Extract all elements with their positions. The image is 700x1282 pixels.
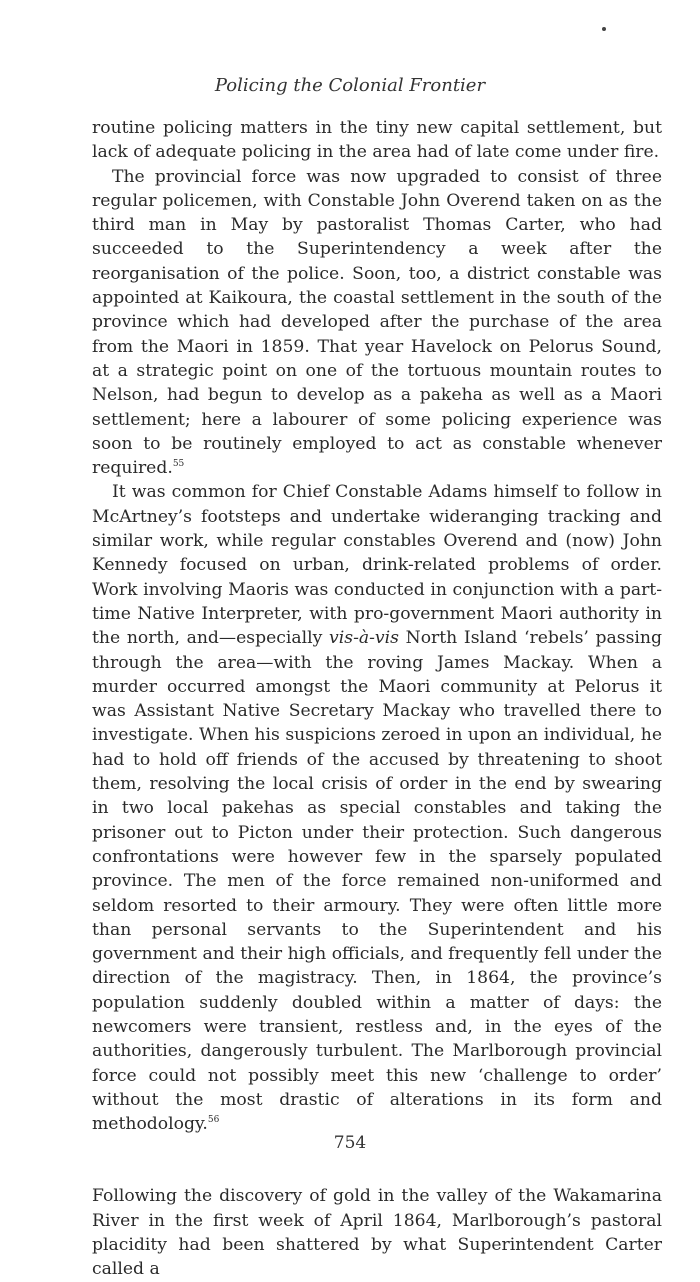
running-head: Policing the Colonial Frontier (214, 75, 486, 96)
body-text (92, 116, 662, 1282)
paragraph (92, 480, 662, 1136)
text-run: routine policing matters in the tiny new capital settlement, but lack of adequate policing in the area had of late come under fire. (92, 118, 662, 163)
text-run: The provincial force was now upgraded to consist of three regular policemen, with Constable John Overend taken on as the third man in May by pastoralist Thomas Carter, who had succeeded to the Superintendency a week after the reorganisation of the police. Soon, too, a district constable was appointed at Kaikoura, the coastal settlement in the south of the province which had developed after the purchase of the area from the Maori in 1859. That year Havelock on Pelorus Sound, at a strategic point on one of the tortuous mountain routes to Nelson, had begun to develop as a pakeha as well as a Maori settlement; here a labourer of some policing experience was soon to be routinely employed to act as constable whenever required. (92, 166, 662, 479)
text-run: Following the discovery of gold in the valley of the Wakamarina River in the first week of April 1864, Marlborough’s pastoral placidity had been shattered by what Superintendent Carter called a (92, 1186, 662, 1280)
footnote-ref: 56 (207, 1115, 220, 1126)
footnote-ref: 55 (172, 459, 185, 470)
paragraph (92, 1184, 662, 1281)
page-number: 754 (333, 1133, 367, 1153)
text-run: It was common for Chief Constable Adams himself to follow in McArtney’s footsteps and undertake wideranging tracking and similar work, while regular constables Overend and (now) John Kennedy focused on urban, drink-related problems of order. Work involving Maoris was conducted in conjunction with a part-time Native Interpreter, with pro-government Maori authority in the north, and—especially (92, 482, 662, 649)
paragraph (92, 116, 662, 165)
italic-text: vis-à-vis (329, 628, 399, 649)
text-run: North Island ‘rebels’ passing through the area—with the roving James Mackay. When a murder occurred amongst the Maori community at Pelorus it was Assistant Native Secretary Mackay who travelled there to investigate. When his suspicions zeroed in upon an individual, he had to hold off friends of the accused by threatening to shoot them, resolving the local crisis of order in the end by swearing in two local pakehas as special constables and taking the prisoner out to Picton under their protection. Such dangerous confrontations were however few in the sparsely populated province. The men of the force remained non-uniformed and seldom resorted to their armoury. They were often little more than personal servants to the Superintendent and his government and their high officials, and frequently fell under the direction of the magistracy. Then, in 1864, the province’s population suddenly doubled within a matter of days: the newcomers were transient, restless and, in the eyes of the authorities, dangerously turbulent. The Marlborough provincial force could not possibly meet this new ‘challenge to order’ without the most drastic of alterations in its form and methodology. (92, 628, 663, 1135)
page-mark-dot (602, 27, 606, 31)
paragraph (92, 165, 662, 481)
